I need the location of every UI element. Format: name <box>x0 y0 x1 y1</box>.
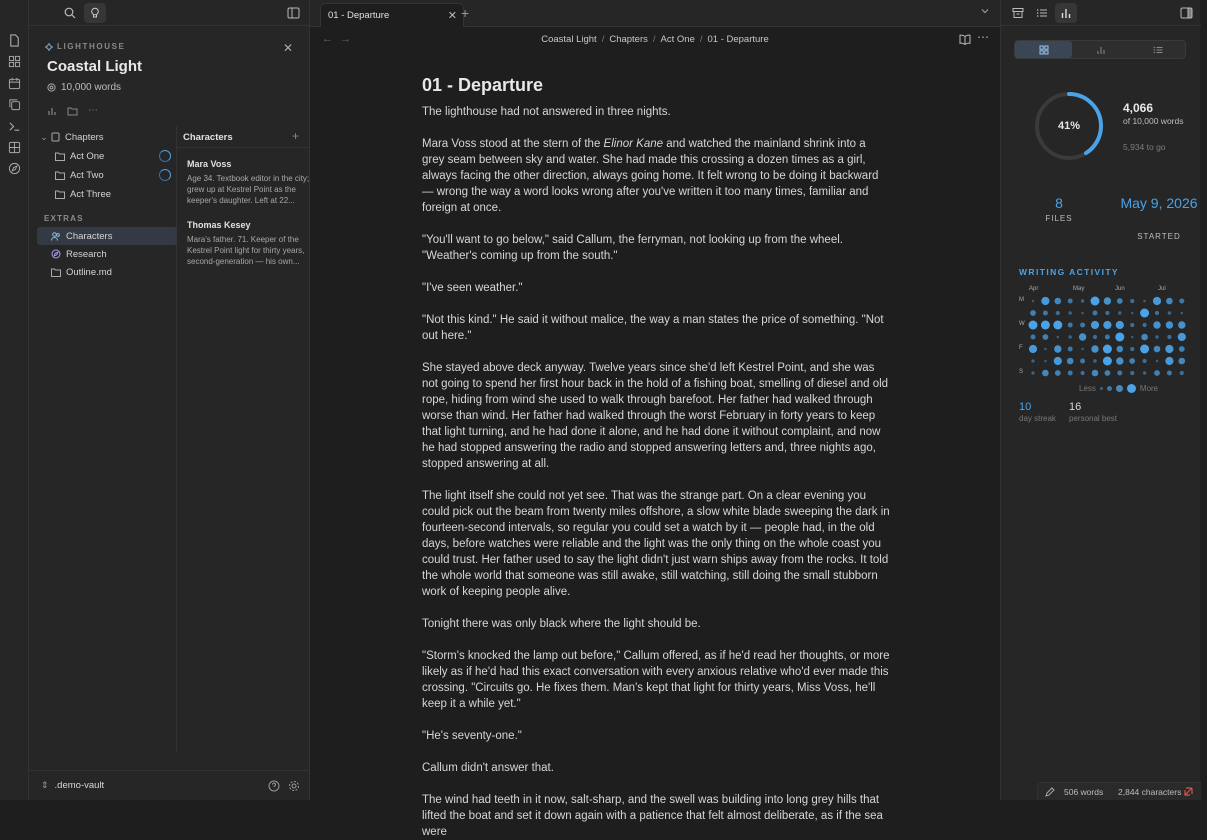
breadcrumb-separator: / <box>699 34 703 45</box>
sidebar-toggle-icon[interactable] <box>1175 3 1197 23</box>
activity-cell <box>1168 311 1171 314</box>
lighthouse-icon <box>45 43 53 51</box>
activity-cell <box>1105 311 1109 315</box>
grid-icon[interactable] <box>7 54 22 69</box>
files-label: FILES <box>1045 214 1073 223</box>
project-tools <box>47 106 98 116</box>
activity-cell <box>1093 335 1097 339</box>
activity-cell <box>1081 348 1084 351</box>
streak-label: day streak <box>1019 414 1056 423</box>
activity-heatmap <box>1029 296 1189 380</box>
activity-cell <box>1081 312 1084 315</box>
list-view-icon[interactable] <box>1129 41 1186 58</box>
month-label: Jul <box>1158 286 1166 292</box>
document[interactable] <box>422 74 890 838</box>
paragraph: The wind had teeth in it now, salt-sharp, and the swell was building into long grey hills that lifted the boat and set it down again with a patience that felt almost deliberate, as if the sea were <box>422 794 883 838</box>
bar-chart-icon[interactable] <box>1055 3 1077 23</box>
activity-cell <box>1155 311 1159 315</box>
stats-icon[interactable] <box>47 106 57 116</box>
activity-cell <box>1103 345 1112 354</box>
folder-add-icon[interactable] <box>67 106 78 116</box>
activity-cell <box>1154 346 1161 353</box>
folder-icon <box>51 268 66 277</box>
paragraph: The light itself she could not yet see. That was the strange part. On a clear evening you could pick out the beam from twenty miles offshore, a slow white blade sweeping the dark in fourteen-second intervals, so regular you could set a watch by it — people had, in the old days, before watches were reliable and the light was the only thing on the whole coast you could trust. Her father used to say the light didn't just warn ships away from the rocks. It told the whole world that someone was still awake, still watching, still doing the small stubborn work of keeping people alive. <box>422 490 890 598</box>
breadcrumb-separator: / <box>652 34 656 45</box>
activity-cell <box>1115 333 1124 342</box>
tree-item-act-three[interactable] <box>37 185 177 203</box>
progress-ring-icon <box>159 150 171 162</box>
activity-cell <box>1068 323 1073 328</box>
tree-item-research[interactable] <box>37 245 177 263</box>
activity-cell <box>1141 334 1148 341</box>
activity-cell <box>1041 321 1050 330</box>
brand <box>45 42 125 51</box>
activity-cell <box>1131 336 1134 339</box>
activity-cell <box>1069 311 1072 314</box>
activity-cell <box>1180 371 1184 375</box>
activity-cell <box>1092 370 1099 377</box>
start-date: May 9, 2026 <box>1120 195 1198 211</box>
legend-dot <box>1107 386 1112 391</box>
help-icon[interactable] <box>268 780 280 792</box>
activity-cell <box>1043 334 1049 340</box>
day-label: W <box>1019 321 1025 327</box>
sidebar-footer <box>29 770 309 800</box>
activity-cell <box>1165 345 1173 353</box>
activity-cell <box>1166 321 1173 328</box>
activity-cell <box>1103 321 1111 329</box>
activity-cell <box>1130 323 1134 327</box>
archive-icon[interactable] <box>1007 3 1029 23</box>
project-goal <box>47 82 121 93</box>
paragraph: The lighthouse had not answered in three nights. <box>422 106 671 118</box>
close-tab-icon[interactable]: ✕ <box>447 10 457 22</box>
activity-cell <box>1155 335 1158 338</box>
grid-view-icon[interactable] <box>1015 41 1072 58</box>
folder-icon <box>55 190 70 199</box>
activity-cell <box>1031 335 1036 340</box>
progress-percent: 41% <box>1057 120 1081 132</box>
activity-cell <box>1068 299 1073 304</box>
settings-gear-icon[interactable] <box>288 780 300 792</box>
view-header <box>310 27 1000 51</box>
activity-cell <box>1140 309 1149 318</box>
activity-cell <box>1056 311 1060 315</box>
activity-cell <box>1054 345 1061 352</box>
activity-cell <box>1156 360 1159 363</box>
paragraph: Tonight there was only black where the light should be. <box>422 618 701 630</box>
breadcrumb-item[interactable]: 01 - Departure <box>707 34 769 45</box>
activity-cell <box>1091 321 1099 329</box>
activity-cell <box>1166 298 1173 305</box>
activity-cell <box>1030 310 1036 316</box>
tab-bar <box>310 0 1000 27</box>
legend-more: More <box>1139 384 1159 393</box>
vault-name: .demo-vault <box>54 780 105 791</box>
ribbon <box>0 0 29 800</box>
activity-cell <box>1129 358 1135 364</box>
activity-cell <box>1143 323 1147 327</box>
activity-cell <box>1091 345 1098 352</box>
chevron-down-icon: ⌄ <box>40 131 48 142</box>
activity-cell <box>1178 321 1185 328</box>
right-toolbar <box>1001 0 1201 26</box>
activity-cell <box>1116 321 1124 329</box>
day-label: S <box>1019 369 1024 375</box>
project-header <box>29 26 309 126</box>
activity-cell <box>1055 298 1062 305</box>
activity-cell <box>1179 299 1184 304</box>
tree-item-outline[interactable] <box>37 263 177 281</box>
project-title: Coastal Light <box>47 58 143 75</box>
best-count: 16 <box>1069 401 1082 413</box>
activity-cell <box>1130 299 1134 303</box>
character-name: Mara Voss <box>187 159 232 169</box>
breadcrumb-separator: / <box>601 34 605 45</box>
tree-label: Act Two <box>70 169 104 181</box>
list-icon[interactable] <box>1031 3 1053 23</box>
activity-cell <box>1103 357 1112 366</box>
character-card[interactable] <box>187 159 323 217</box>
characters-panel <box>177 126 309 752</box>
best-label: personal best <box>1069 414 1118 423</box>
right-sidebar <box>1000 0 1200 800</box>
activity-cell <box>1118 311 1121 314</box>
activity-cell <box>1041 297 1049 305</box>
more-icon[interactable]: ⋯ <box>88 105 98 116</box>
status-bar <box>1037 782 1201 800</box>
folder-icon <box>55 152 70 161</box>
activity-cell <box>1081 299 1084 302</box>
activity-cell <box>1053 321 1062 330</box>
activity-legend <box>1079 384 1158 393</box>
activity-cell <box>1091 297 1100 306</box>
started-label: STARTED <box>1137 232 1181 241</box>
edit-pencil-icon[interactable] <box>1045 787 1055 797</box>
activity-cell <box>1093 359 1096 362</box>
activity-cell <box>1167 371 1172 376</box>
activity-cell <box>1080 323 1085 328</box>
status-char-count: 2,844 characters <box>1118 787 1182 797</box>
activity-cell <box>1081 371 1085 375</box>
tab-departure[interactable] <box>320 3 464 27</box>
activity-cell <box>1042 370 1049 377</box>
legend-less: Less <box>1079 384 1096 393</box>
activity-cell <box>1105 370 1111 376</box>
breadcrumb-item[interactable]: Act One <box>660 34 695 45</box>
month-label: May <box>1073 286 1085 292</box>
activity-cell <box>1179 346 1185 352</box>
activity-cell <box>1032 300 1035 303</box>
activity-cell <box>1130 371 1134 375</box>
activity-cell <box>1031 359 1034 362</box>
status-word-count: 506 words <box>1064 787 1104 797</box>
activity-cell <box>1068 371 1073 376</box>
activity-cell <box>1117 298 1123 304</box>
paragraph: Mara Voss stood at the stern of the Elinor Kane and watched the mainland shrink into a grey seam between sky and water. She had made this crossing a dozen times as a girl, always facing the other direction, always going home. It felt wrong to be doing it backward — wrong the way a word looks wrong after you've written it too many times, familiar and foreign at once. <box>422 138 879 214</box>
activity-cell <box>1154 370 1160 376</box>
words-remaining: 5,934 to go <box>1123 142 1166 152</box>
file-tree <box>37 126 177 752</box>
paragraph: "You'll want to go below," said Callum, the ferryman, not looking up from the wheel. "Weather's coming up from the south." <box>422 234 843 262</box>
tree-item-act-one[interactable] <box>37 147 177 165</box>
activity-cell <box>1031 371 1034 374</box>
activity-cell <box>1080 359 1085 364</box>
activity-cell <box>1057 336 1060 339</box>
activity-cell <box>1079 333 1086 340</box>
tree-item-act-two[interactable] <box>37 166 177 184</box>
extras-heading: EXTRAS <box>44 214 84 223</box>
activity-cell <box>1117 346 1124 353</box>
activity-cell <box>1105 335 1110 340</box>
activity-cell <box>1143 371 1146 374</box>
activity-cell <box>1179 358 1186 365</box>
more-options-icon[interactable]: ⋯ <box>977 30 989 44</box>
activity-cell <box>1029 345 1037 353</box>
legend-dot <box>1116 385 1123 392</box>
forward-arrow-icon[interactable]: → <box>340 33 351 45</box>
paragraph: "I've seen weather." <box>422 282 523 294</box>
month-label: Jun <box>1115 286 1125 292</box>
activity-cell <box>1029 321 1038 330</box>
activity-cell <box>1165 357 1173 365</box>
activity-cell <box>1143 300 1146 303</box>
breadcrumb-item[interactable]: Chapters <box>609 34 648 45</box>
tree-label: Characters <box>66 230 113 242</box>
day-label: F <box>1019 345 1023 351</box>
streak-count: 10 <box>1019 401 1032 413</box>
activity-cell <box>1167 335 1171 339</box>
sync-error-icon[interactable] <box>1183 786 1194 797</box>
goal-label: 10,000 words <box>61 82 122 93</box>
activity-cell <box>1044 348 1047 351</box>
activity-cell <box>1181 312 1184 315</box>
tree-item-characters[interactable] <box>37 227 177 245</box>
progress-ring-icon <box>159 169 171 181</box>
tree-item-chapters[interactable] <box>37 128 177 146</box>
blocks-icon[interactable] <box>7 140 22 155</box>
editor-pane <box>310 0 1000 838</box>
activity-cell <box>1043 311 1048 316</box>
activity-cell <box>1104 297 1111 304</box>
activity-cell <box>1067 358 1074 365</box>
tree-label: Act Three <box>70 188 112 200</box>
month-label: Apr <box>1029 286 1039 292</box>
activity-cell <box>1153 297 1161 305</box>
breadcrumb <box>310 34 1000 45</box>
sidebar-toolbar <box>29 0 309 26</box>
tree-label: Chapters <box>65 131 104 143</box>
search-icon[interactable] <box>59 3 81 23</box>
activity-cell <box>1143 359 1147 363</box>
paragraph: She stayed above deck anyway. Twelve years since she'd left Kestrel Point, and she was not going to spend her first hour back in the hold of a fishing boat, smelling of diesel and old rope, hiding from wind she used to walk through barefoot. Her father had walked through worse than wind. Her father had walked through the worst February in forty years to keep that light turning, and he had done it alone, and he had done it without complaint, and now he had stopped answering the radio and stopped answering letters and, three nights ago, stopped answering at all. <box>422 362 889 470</box>
files-count: 8 <box>1055 195 1063 211</box>
word-count: 4,066 <box>1123 101 1154 115</box>
character-name: Thomas Kesey <box>187 220 251 230</box>
file-icon[interactable] <box>7 33 22 48</box>
compass-icon[interactable] <box>7 161 22 176</box>
terminal-icon[interactable] <box>7 119 22 134</box>
paragraph: "He's seventy-one." <box>422 730 522 742</box>
book-icon <box>51 132 65 142</box>
tree-label: Outline.md <box>66 266 112 278</box>
lightbulb-icon[interactable] <box>84 3 106 23</box>
characters-header <box>177 126 309 148</box>
activity-title: WRITING ACTIVITY <box>1019 267 1119 277</box>
chevron-down-icon[interactable] <box>980 6 990 16</box>
tree-label: Act One <box>70 150 105 162</box>
chart-view-icon[interactable] <box>1072 41 1129 58</box>
activity-cell <box>1055 370 1061 376</box>
chevron-updown-icon: ⇕ <box>41 780 49 790</box>
left-sidebar <box>29 0 310 800</box>
sidebar-toggle-icon[interactable] <box>282 3 304 23</box>
reading-view-icon[interactable] <box>959 34 971 45</box>
paragraph: Callum didn't answer that. <box>422 762 554 774</box>
calendar-icon[interactable] <box>7 76 22 91</box>
activity-cell <box>1117 371 1122 376</box>
vault-switcher[interactable] <box>41 780 104 791</box>
legend-dot <box>1127 384 1136 393</box>
character-desc: Age 34. Textbook editor in the city; grew up at Kestrel Point as the keeper's daughter. Left at 22... <box>187 174 310 205</box>
activity-cell <box>1178 333 1186 341</box>
activity-cell <box>1140 345 1149 354</box>
activity-cell <box>1054 357 1062 365</box>
add-icon[interactable]: + <box>291 129 299 143</box>
paragraph: "Not this kind." He said it without malice, the way a man states the price of something. "Not out here." <box>422 314 884 342</box>
paragraph: "Storm's knocked the lamp out before," Callum offered, as if he'd read her thoughts, or more likely as if he'd had this exact conversation with every anxious relative who'd ever made this crossing. "Circuits go. He fixes them. Man's kept that light for thirty years, Miss Voss, he'll keep it a while yet." <box>422 650 890 710</box>
activity-cell <box>1069 335 1072 338</box>
characters-title: Characters <box>183 132 233 143</box>
breadcrumb-item[interactable]: Coastal Light <box>541 34 597 45</box>
close-icon[interactable]: ✕ <box>283 41 294 55</box>
activity-cell <box>1116 357 1123 364</box>
target-icon <box>47 83 56 92</box>
activity-cell <box>1093 311 1098 316</box>
folder-icon <box>55 171 70 180</box>
brand-label: LIGHTHOUSE <box>57 42 126 51</box>
new-tab-icon[interactable]: + <box>461 5 470 21</box>
compass-icon <box>51 249 66 259</box>
activity-cell <box>1153 321 1160 328</box>
view-segmented-control <box>1014 40 1186 59</box>
character-card[interactable] <box>187 220 323 278</box>
word-goal: of 10,000 words <box>1123 116 1184 126</box>
people-icon <box>51 232 66 241</box>
character-desc: Mara's father. 71. Keeper of the Kestrel Point light for thirty years, second-generation — his own... <box>187 235 305 266</box>
document-body <box>422 104 890 840</box>
legend-dot <box>1100 387 1103 390</box>
activity-cell <box>1131 312 1134 315</box>
activity-cell <box>1044 360 1047 363</box>
tab-label: 01 - Departure <box>328 10 390 21</box>
back-arrow-icon[interactable]: ← <box>322 33 333 45</box>
tree-label: Research <box>66 248 107 260</box>
document-title: 01 - Departure <box>422 75 544 95</box>
activity-cell <box>1068 347 1073 352</box>
day-label: M <box>1019 297 1024 303</box>
activity-cell <box>1130 347 1134 351</box>
copy-icon[interactable] <box>7 97 22 112</box>
